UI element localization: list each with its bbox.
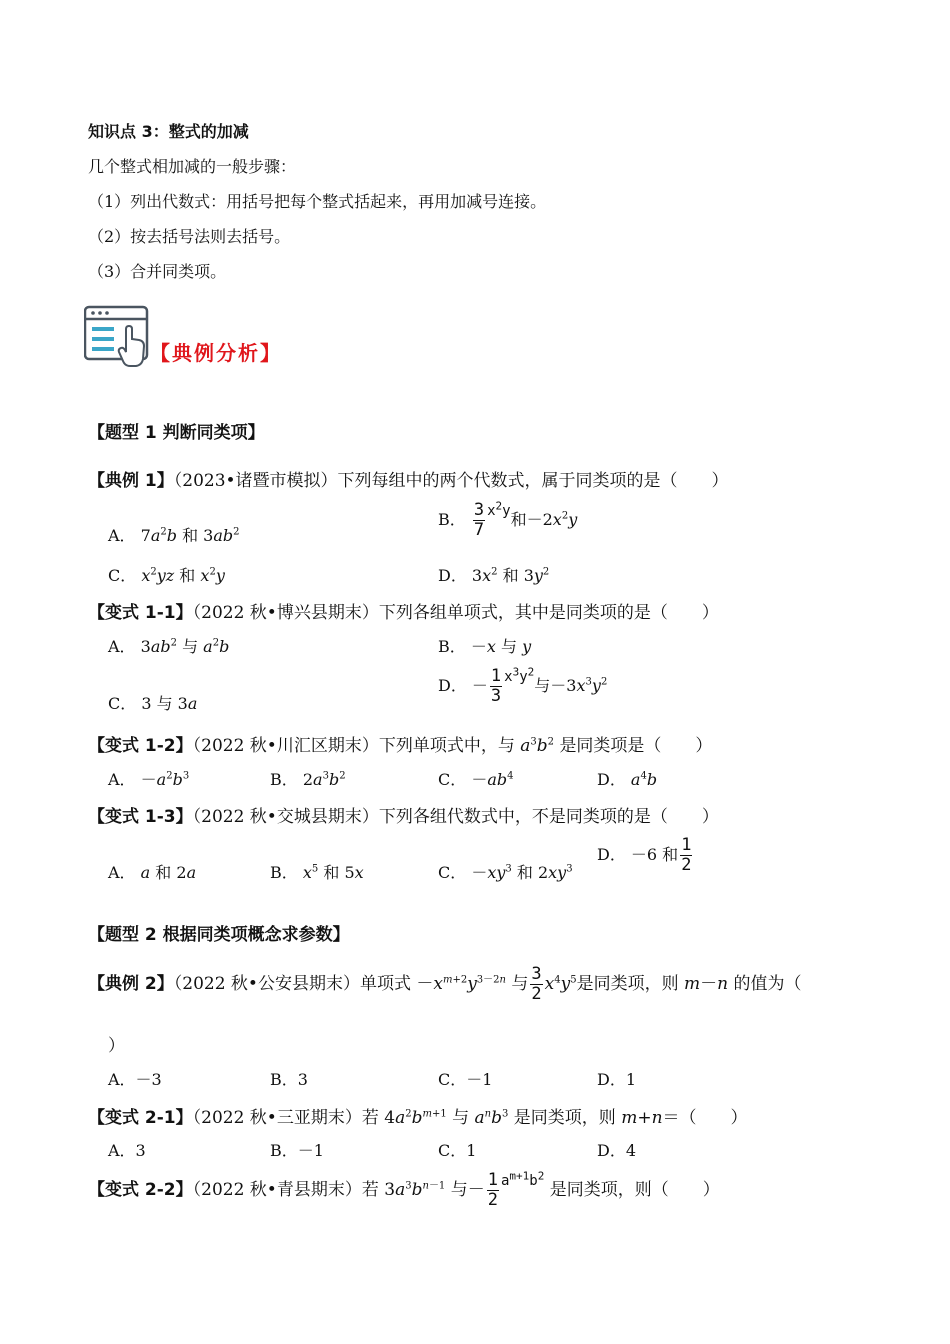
ex1-stem: 【典例 1】（2023•诸暨市模拟）下列每组中的两个代数式，属于同类项的是（ ） (88, 471, 729, 491)
v21-stem: 【变式 2-1】（2022 秋•三亚期末）若 $4a^2b^{m+1}$ 与 $a^nb^3$ 是同类项，则 m+n＝（ ） (88, 1108, 748, 1128)
type2-title: 【题型 2 根据同类项概念求参数】 (88, 925, 350, 945)
ex2-option-b[interactable]: B．3 (270, 1070, 308, 1089)
ex1-option-a[interactable]: A． $7a^2b$ 和 $3ab^2$ (108, 526, 240, 545)
v13-option-c[interactable]: C． $-xy^3$ 和 $2xy^3$ (438, 863, 573, 882)
v13-option-d[interactable]: D． －6 和 $\frac{1}{2}$ (597, 835, 692, 875)
v13-stem: 【变式 1-3】（2022 秋•交城县期末）下列各组代数式中，不是同类项的是（ ） (88, 807, 719, 827)
ex2-option-d[interactable]: D．1 (597, 1070, 637, 1089)
v11-option-a[interactable]: A． $3ab^2$ 与 $a^2b$ (108, 637, 230, 656)
ex2-option-c[interactable]: C．－1 (438, 1070, 493, 1089)
ex2-option-a[interactable]: A．－3 (108, 1070, 162, 1089)
ex1-option-d[interactable]: D． $3x^2$ 和 $3y^2$ (438, 566, 550, 585)
v12-option-b[interactable]: B． $2a^3b^2$ (270, 770, 346, 789)
step-1: （1）列出代数式：用括号把每个整式括起来，再用加减号连接。 (88, 192, 547, 211)
v12-option-c[interactable]: C． $-ab^4$ (438, 770, 514, 789)
ex1-option-b[interactable]: B． $\frac{3}{7}$ $x^2y$和$-2x^2y$ (438, 499, 578, 540)
v22-stem: 【变式 2-2】（2022 秋•青县期末）若 $3a^3b^{n-1}$ 与－ $\frac{1}{2}$ $^{a^{m+1}b^2}$ 是同类项，则（ ） (88, 1169, 720, 1210)
step-2: （2）按去括号法则去括号。 (88, 227, 291, 246)
v13-option-b[interactable]: B． $x^5$ 和 5x (270, 863, 364, 882)
section-heading: 知识点 3：整式的加减 (88, 122, 249, 141)
browser-pointer-icon (84, 305, 152, 373)
ex2-stem: 【典例 2】（2022 秋•公安县期末）单项式 $-x^{m+2}y^{3-2n}$ 与 $\frac{3}{2}$ $x^4y^5$是同类项，则 m－n 的值为（ (88, 964, 802, 1004)
v12-option-d[interactable]: D． $a^4b$ (597, 770, 658, 789)
v12-option-a[interactable]: A． $-a^2b^3$ (108, 770, 190, 789)
v11-option-c[interactable]: C． 3 与 3a (108, 694, 198, 713)
v11-option-d[interactable]: D． － $\frac{1}{3}$ $x^3y^2$与$-3x^3y^2$ (438, 665, 608, 706)
v21-option-b[interactable]: B．－1 (270, 1141, 324, 1160)
ex1-option-c[interactable]: C． $x^2yz$ 和 $x^2y$ (108, 566, 225, 585)
type1-title: 【题型 1 判断同类项】 (88, 423, 265, 443)
v12-stem: 【变式 1-2】（2022 秋•川汇区期末）下列单项式中，与 $a^3b^2$ 是同类项是（ ） (88, 736, 713, 756)
v21-option-d[interactable]: D．4 (597, 1141, 637, 1160)
banner-title: 【典例分析】 (150, 341, 282, 365)
ex2-stem-close: ） (108, 1036, 125, 1056)
v11-stem: 【变式 1-1】（2022 秋•博兴县期末）下列各组单项式，其中是同类项的是（ ） (88, 603, 719, 623)
v11-option-b[interactable]: B． －x 与 y (438, 637, 532, 656)
v21-option-a[interactable]: A．3 (108, 1141, 146, 1160)
intro-text: 几个整式相加减的一般步骤： (88, 157, 297, 176)
step-3: （3）合并同类项。 (88, 262, 227, 281)
v13-option-a[interactable]: A． a 和 2a (108, 863, 197, 882)
v21-option-c[interactable]: C．1 (438, 1141, 477, 1160)
